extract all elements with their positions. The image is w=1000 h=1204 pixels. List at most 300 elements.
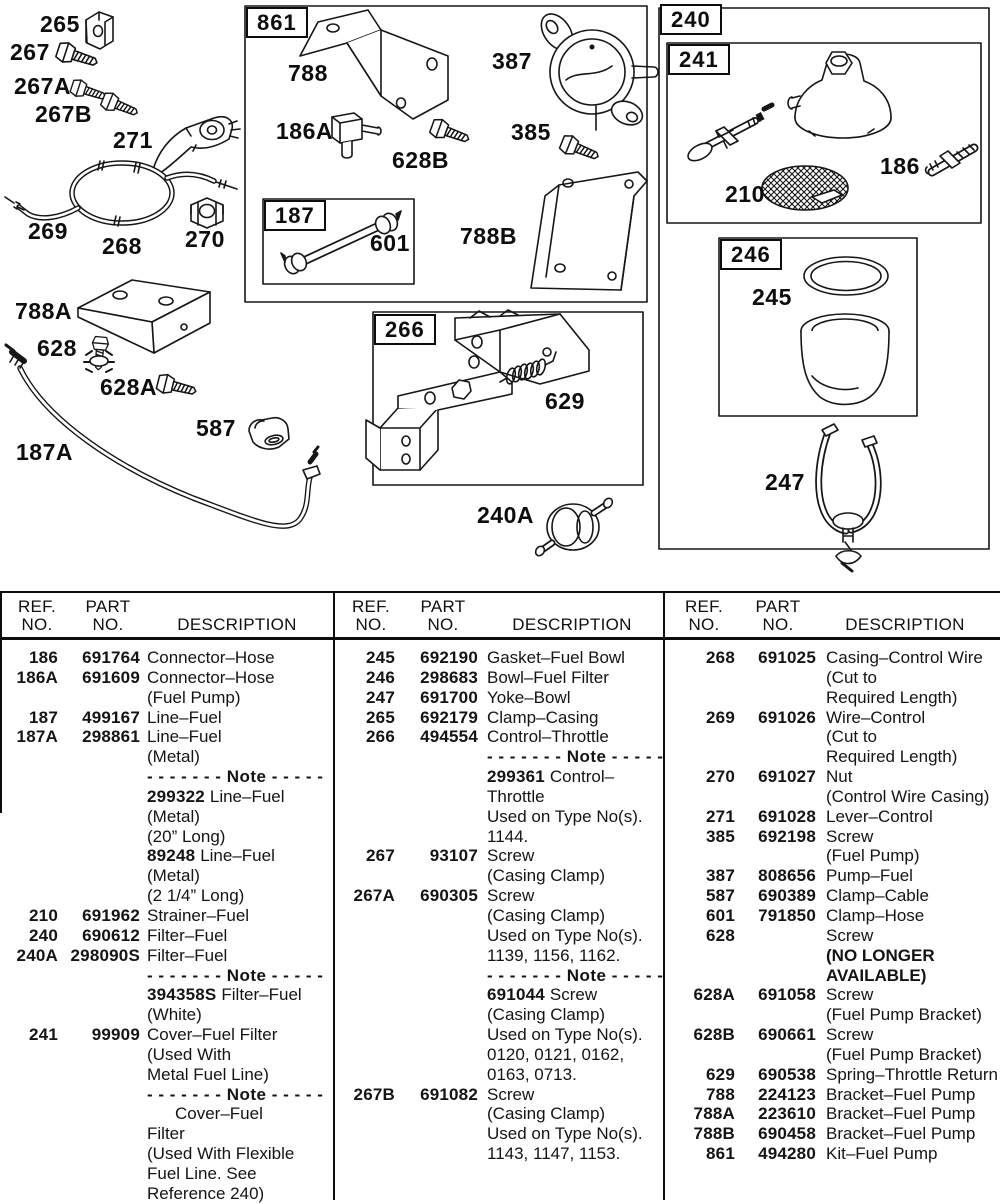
- table-row: [0, 708, 333, 728]
- description: Required Length): [826, 747, 958, 767]
- part-no: 224123: [758, 1084, 816, 1104]
- part-no: 690538: [758, 1064, 816, 1084]
- ref-no: 587: [706, 886, 735, 906]
- callout-270: 270: [185, 226, 225, 252]
- description: - - - - - - - Note - - - - -: [147, 767, 324, 787]
- table-row: [0, 668, 333, 688]
- part-no: 691028: [758, 806, 816, 826]
- part-no: [395, 1104, 478, 1124]
- description: Screw: [826, 985, 874, 1005]
- table-row: [665, 1124, 1000, 1144]
- ref-no: 267A: [353, 886, 395, 906]
- column-header: PART NO.: [85, 597, 131, 634]
- description: 299322 Line–Fuel: [147, 786, 285, 806]
- ref-no: 186A: [16, 667, 58, 687]
- part-no: [395, 1005, 478, 1025]
- description: Throttle: [487, 786, 545, 806]
- description: (NO LONGER: [826, 945, 935, 965]
- description: Connector–Hose: [147, 648, 275, 667]
- ref-no: [665, 846, 735, 866]
- table-row: [665, 985, 1000, 1005]
- table-row: [665, 846, 1000, 866]
- part-245-gasket-fuel-bowl: [804, 257, 888, 295]
- callout-628A: 628A: [100, 374, 157, 400]
- part-no: [735, 926, 816, 946]
- description: Pump–Fuel: [826, 866, 913, 886]
- ref-no: [0, 767, 58, 787]
- callout-267B: 267B: [35, 101, 92, 127]
- ref-no: 788B: [693, 1124, 735, 1144]
- description: Used on Type No(s).: [487, 925, 643, 945]
- ref-no: [334, 1065, 395, 1085]
- part-no: 690389: [758, 886, 816, 906]
- table-row: [665, 946, 1000, 966]
- table-row: [665, 1045, 1000, 1065]
- part-no: 691082: [420, 1084, 478, 1104]
- table-row: [334, 866, 663, 886]
- part-no: [58, 787, 140, 807]
- table-row: [334, 1124, 663, 1144]
- callout-788: 788: [288, 60, 328, 86]
- ref-no: [0, 866, 58, 886]
- ref-no: [334, 985, 395, 1005]
- part-no: [58, 966, 140, 986]
- description: - - - - - - - Note - - - - -: [147, 965, 324, 985]
- part-no: [58, 886, 140, 906]
- table-row: [665, 906, 1000, 926]
- ref-no: [334, 1025, 395, 1045]
- table-row: [665, 727, 1000, 747]
- table-row: [334, 1045, 663, 1065]
- description: Yoke–Bowl: [487, 687, 571, 707]
- part-no: 691962: [82, 905, 140, 925]
- description: (Casing Clamp): [487, 866, 606, 886]
- ref-no: [334, 966, 395, 986]
- ref-no: 270: [706, 767, 735, 787]
- description: 394358S Filter–Fuel: [147, 985, 302, 1005]
- description: Screw: [487, 846, 535, 866]
- ref-no: 268: [706, 648, 735, 667]
- ref-no: [0, 1184, 58, 1204]
- part-no: [395, 747, 478, 767]
- part-no: [58, 1124, 140, 1144]
- callout-187A: 187A: [16, 439, 73, 465]
- part-267B-screw: [100, 91, 141, 122]
- table-row: [0, 926, 333, 946]
- table-row: [0, 747, 333, 767]
- group-label-246: 246: [720, 239, 782, 270]
- ref-no: [334, 1045, 395, 1065]
- part-no: [395, 946, 478, 966]
- table-row: [665, 807, 1000, 827]
- table-row: [665, 827, 1000, 847]
- description: Strainer–Fuel: [147, 905, 250, 925]
- ref-no: [0, 1005, 58, 1025]
- description: Bracket–Fuel Pump: [826, 1104, 976, 1124]
- callout-788A: 788A: [15, 298, 72, 324]
- description: 299361 Control–: [487, 767, 615, 787]
- table-row: [0, 1184, 333, 1204]
- table-row: [334, 1085, 663, 1105]
- description: Bowl–Fuel Filter: [487, 667, 609, 687]
- table-row: [665, 1065, 1000, 1085]
- ref-no: [334, 747, 395, 767]
- part-no: [735, 1045, 816, 1065]
- part-no: 223610: [758, 1104, 816, 1124]
- part-no: 298861: [82, 727, 140, 747]
- ref-no: [665, 1005, 735, 1025]
- callout-385: 385: [511, 119, 551, 145]
- ref-no: 246: [366, 667, 395, 687]
- part-no: [58, 767, 140, 787]
- part-270-nut: [191, 198, 223, 228]
- table-row: [0, 648, 333, 668]
- ref-no: [0, 688, 58, 708]
- part-no: [58, 807, 140, 827]
- description: 1144.: [487, 826, 529, 846]
- part-no: [395, 866, 478, 886]
- description: Bracket–Fuel Pump: [826, 1084, 976, 1104]
- ref-no: [665, 727, 735, 747]
- ref-no: [0, 1124, 58, 1144]
- table-row: [334, 1005, 663, 1025]
- part-385-screw: [558, 133, 601, 165]
- part-no: [395, 1144, 478, 1164]
- description: (2 1/4” Long): [147, 886, 245, 906]
- column-header: REF. NO.: [351, 597, 391, 634]
- table-row: [334, 747, 663, 767]
- table-col-2: [334, 591, 663, 1200]
- table-row: [0, 1124, 333, 1144]
- ref-no: [334, 807, 395, 827]
- ref-no: [0, 1085, 58, 1105]
- table-row: [334, 886, 663, 906]
- column-header: DESCRIPTION: [177, 615, 297, 634]
- part-no: [395, 1025, 478, 1045]
- description: Screw: [487, 886, 535, 906]
- description: (Casing Clamp): [487, 1104, 606, 1124]
- part-271-lever-control: [153, 117, 240, 173]
- table-rows: [0, 648, 333, 1204]
- ref-no: [0, 827, 58, 847]
- ref-no: [334, 1144, 395, 1164]
- table-row: [0, 688, 333, 708]
- part-no: [735, 747, 816, 767]
- part-no: [735, 946, 816, 966]
- ref-no: 186: [29, 648, 58, 667]
- callout-210: 210: [725, 181, 765, 207]
- callout-387: 387: [492, 48, 532, 74]
- description: Reference 240): [147, 1183, 265, 1203]
- ref-no: 265: [366, 707, 395, 727]
- part-no: [735, 688, 816, 708]
- ref-no: [0, 846, 58, 866]
- description: 691044 Screw: [487, 985, 598, 1005]
- table-row: [0, 846, 333, 866]
- table-row: [334, 727, 663, 747]
- table-row: [334, 946, 663, 966]
- ref-no: [334, 1124, 395, 1144]
- description: 89248 Line–Fuel: [147, 846, 275, 866]
- ref-no: [0, 1104, 58, 1124]
- part-no: 690305: [420, 886, 478, 906]
- table-row: [334, 846, 663, 866]
- group-label-187: 187: [264, 200, 326, 231]
- callout-628B: 628B: [392, 147, 449, 173]
- ref-no: [334, 787, 395, 807]
- part-186-connector-hose: [926, 145, 974, 174]
- part-no: 691700: [420, 687, 478, 707]
- ref-no: [0, 1144, 58, 1164]
- table-row: [665, 926, 1000, 946]
- description: (Control Wire Casing): [826, 786, 990, 806]
- part-no: 494554: [420, 727, 478, 747]
- part-no: [735, 966, 816, 986]
- part-no: 499167: [82, 707, 140, 727]
- column-header: DESCRIPTION: [845, 615, 965, 634]
- ref-no: [334, 866, 395, 886]
- column-header: DESCRIPTION: [512, 615, 632, 634]
- ref-no: [334, 946, 395, 966]
- part-no: [395, 985, 478, 1005]
- table-row: [0, 787, 333, 807]
- description: Cover–Fuel Filter: [147, 1025, 278, 1045]
- ref-no: 861: [706, 1144, 735, 1164]
- part-no: 692198: [758, 826, 816, 846]
- ref-no: 241: [29, 1025, 58, 1045]
- ref-no: 788A: [693, 1104, 735, 1124]
- description: Kit–Fuel Pump: [826, 1144, 938, 1164]
- callout-267A: 267A: [14, 73, 71, 99]
- part-387-pump-fuel: [535, 8, 658, 130]
- table-row: [334, 688, 663, 708]
- part-no: [735, 668, 816, 688]
- description: Spring–Throttle Return: [826, 1064, 998, 1084]
- ref-no: 247: [366, 687, 395, 707]
- table-row: [0, 1045, 333, 1065]
- part-no: 691027: [758, 767, 816, 787]
- table-row: [665, 668, 1000, 688]
- callout-268: 268: [102, 233, 142, 259]
- table-row: [0, 985, 333, 1005]
- ref-no: 240: [29, 925, 58, 945]
- part-no: [395, 926, 478, 946]
- table-row: [334, 827, 663, 847]
- ref-no: [0, 787, 58, 807]
- column-header: PART NO.: [755, 597, 801, 634]
- table-row: [0, 1144, 333, 1164]
- part-no: 691058: [758, 985, 816, 1005]
- description: Screw: [826, 925, 874, 945]
- table-row: [0, 1065, 333, 1085]
- column-header: REF. NO.: [684, 597, 724, 634]
- ref-no: [665, 668, 735, 688]
- exploded-parts-diagram: [0, 0, 1000, 588]
- part-788B-bracket-fuel-pump: [531, 172, 647, 290]
- ref-no: 187A: [16, 727, 58, 747]
- ref-no: [665, 946, 735, 966]
- ref-no: 788: [706, 1084, 735, 1104]
- callout-240A: 240A: [477, 502, 534, 528]
- table-row: [0, 727, 333, 747]
- part-no: 692179: [420, 707, 478, 727]
- table-row: [334, 767, 663, 787]
- table-row: [665, 1005, 1000, 1025]
- description: Cover–Fuel: [175, 1104, 263, 1124]
- part-no: [58, 985, 140, 1005]
- callout-271: 271: [113, 127, 153, 153]
- part-628A-screw: [156, 373, 198, 401]
- description: Fuel Line. See: [147, 1163, 257, 1183]
- ref-no: 267: [366, 846, 395, 866]
- description: Used on Type No(s).: [487, 806, 643, 826]
- description: Screw: [826, 1025, 874, 1045]
- table-row: [0, 1025, 333, 1045]
- ref-no: [665, 1045, 735, 1065]
- table-row: [665, 648, 1000, 668]
- ref-no: 210: [29, 905, 58, 925]
- ref-no: 269: [706, 707, 735, 727]
- part-246-bowl-fuel-filter: [801, 314, 889, 404]
- callout-269: 269: [28, 218, 68, 244]
- part-no: [735, 787, 816, 807]
- table-row: [0, 866, 333, 886]
- callout-788B: 788B: [460, 223, 517, 249]
- description: 1143, 1147, 1153.: [487, 1144, 621, 1164]
- part-no: [58, 1085, 140, 1105]
- table-row: [665, 747, 1000, 767]
- table-rows: [665, 648, 1000, 1164]
- table-col-3: [665, 591, 1000, 1200]
- table-row: [665, 886, 1000, 906]
- table-row: [334, 1144, 663, 1164]
- ref-no: [0, 747, 58, 767]
- callout-267: 267: [10, 39, 50, 65]
- part-no: 298090S: [70, 945, 140, 965]
- part-no: [58, 1065, 140, 1085]
- table-row: [0, 906, 333, 926]
- ref-no: 385: [706, 826, 735, 846]
- description: (Cut to: [826, 667, 878, 687]
- description: Clamp–Cable: [826, 886, 929, 906]
- part-no: [58, 1104, 140, 1124]
- parts-table: [0, 591, 1000, 1203]
- description: (20” Long): [147, 826, 226, 846]
- part-no: [735, 846, 816, 866]
- part-no: [58, 1184, 140, 1204]
- table-rows: [334, 648, 663, 1164]
- description: Filter–Fuel: [147, 945, 228, 965]
- part-no: [395, 1124, 478, 1144]
- part-no: [395, 1045, 478, 1065]
- ref-no: [334, 827, 395, 847]
- table-row: [334, 668, 663, 688]
- table-row: [334, 787, 663, 807]
- description: (Casing Clamp): [487, 905, 606, 925]
- description: 0120, 0121, 0162,: [487, 1044, 625, 1064]
- description: (Fuel Pump): [147, 687, 241, 707]
- ref-no: [0, 985, 58, 1005]
- description: Clamp–Hose: [826, 905, 925, 925]
- description: - - - - - - - Note - - - - -: [147, 1084, 324, 1104]
- description: Bracket–Fuel Pump: [826, 1124, 976, 1144]
- description: Connector–Hose: [147, 667, 275, 687]
- table-row: [0, 827, 333, 847]
- table-row: [334, 966, 663, 986]
- description: (Used With Flexible: [147, 1144, 295, 1164]
- part-no: [395, 906, 478, 926]
- part-no: 93107: [429, 846, 478, 866]
- description: 1139, 1156, 1162.: [487, 945, 621, 965]
- description: (Metal): [147, 747, 200, 767]
- callout-265: 265: [40, 11, 80, 37]
- ref-no: [334, 1104, 395, 1124]
- table-row: [334, 807, 663, 827]
- ref-no: [0, 886, 58, 906]
- table-row: [0, 1085, 333, 1105]
- description: - - - - - - - Note - - - - -: [487, 747, 664, 767]
- description: (Casing Clamp): [487, 1005, 606, 1025]
- ref-no: 387: [706, 866, 735, 886]
- group-label-266: 266: [374, 314, 436, 345]
- table-row: [334, 1065, 663, 1085]
- table-row: [665, 866, 1000, 886]
- part-no: [395, 827, 478, 847]
- callout-628: 628: [37, 335, 77, 361]
- group-label-240: 240: [660, 4, 722, 35]
- table-row: [0, 886, 333, 906]
- part-241-valve-stem: [685, 105, 772, 164]
- table-row: [665, 1144, 1000, 1164]
- table-row: [0, 946, 333, 966]
- table-col-1: [0, 591, 333, 1203]
- ref-no: 628A: [693, 985, 735, 1005]
- description: (Metal): [147, 866, 200, 886]
- ref-no: 266: [366, 727, 395, 747]
- callout-629: 629: [545, 388, 585, 414]
- description: Used on Type No(s).: [487, 1124, 643, 1144]
- part-no: [395, 966, 478, 986]
- ref-no: 628: [706, 925, 735, 945]
- description: Required Length): [826, 687, 958, 707]
- ref-no: 267B: [353, 1084, 395, 1104]
- part-no: 494280: [758, 1144, 816, 1164]
- table-row: [334, 1025, 663, 1045]
- description: Metal Fuel Line): [147, 1064, 269, 1084]
- table-row: [334, 926, 663, 946]
- part-no: [58, 827, 140, 847]
- part-587-clamp-cable: [249, 418, 289, 449]
- part-no: 808656: [758, 866, 816, 886]
- ref-no: [334, 906, 395, 926]
- table-row: [0, 1104, 333, 1124]
- group-label-861: 861: [246, 7, 308, 38]
- table-row: [665, 688, 1000, 708]
- part-no: 99909: [91, 1025, 140, 1045]
- description: Casing–Control Wire: [826, 648, 983, 667]
- ref-no: 629: [706, 1064, 735, 1084]
- table-row: [0, 767, 333, 787]
- part-no: 691025: [758, 648, 816, 667]
- description: Screw: [487, 1084, 535, 1104]
- description: 0163, 0713.: [487, 1064, 577, 1084]
- description: Used on Type No(s).: [487, 1025, 643, 1045]
- callout-245: 245: [752, 284, 792, 310]
- table-row: [334, 985, 663, 1005]
- description: (Fuel Pump Bracket): [826, 1005, 982, 1025]
- part-no: [58, 1005, 140, 1025]
- description: (Fuel Pump): [826, 846, 920, 866]
